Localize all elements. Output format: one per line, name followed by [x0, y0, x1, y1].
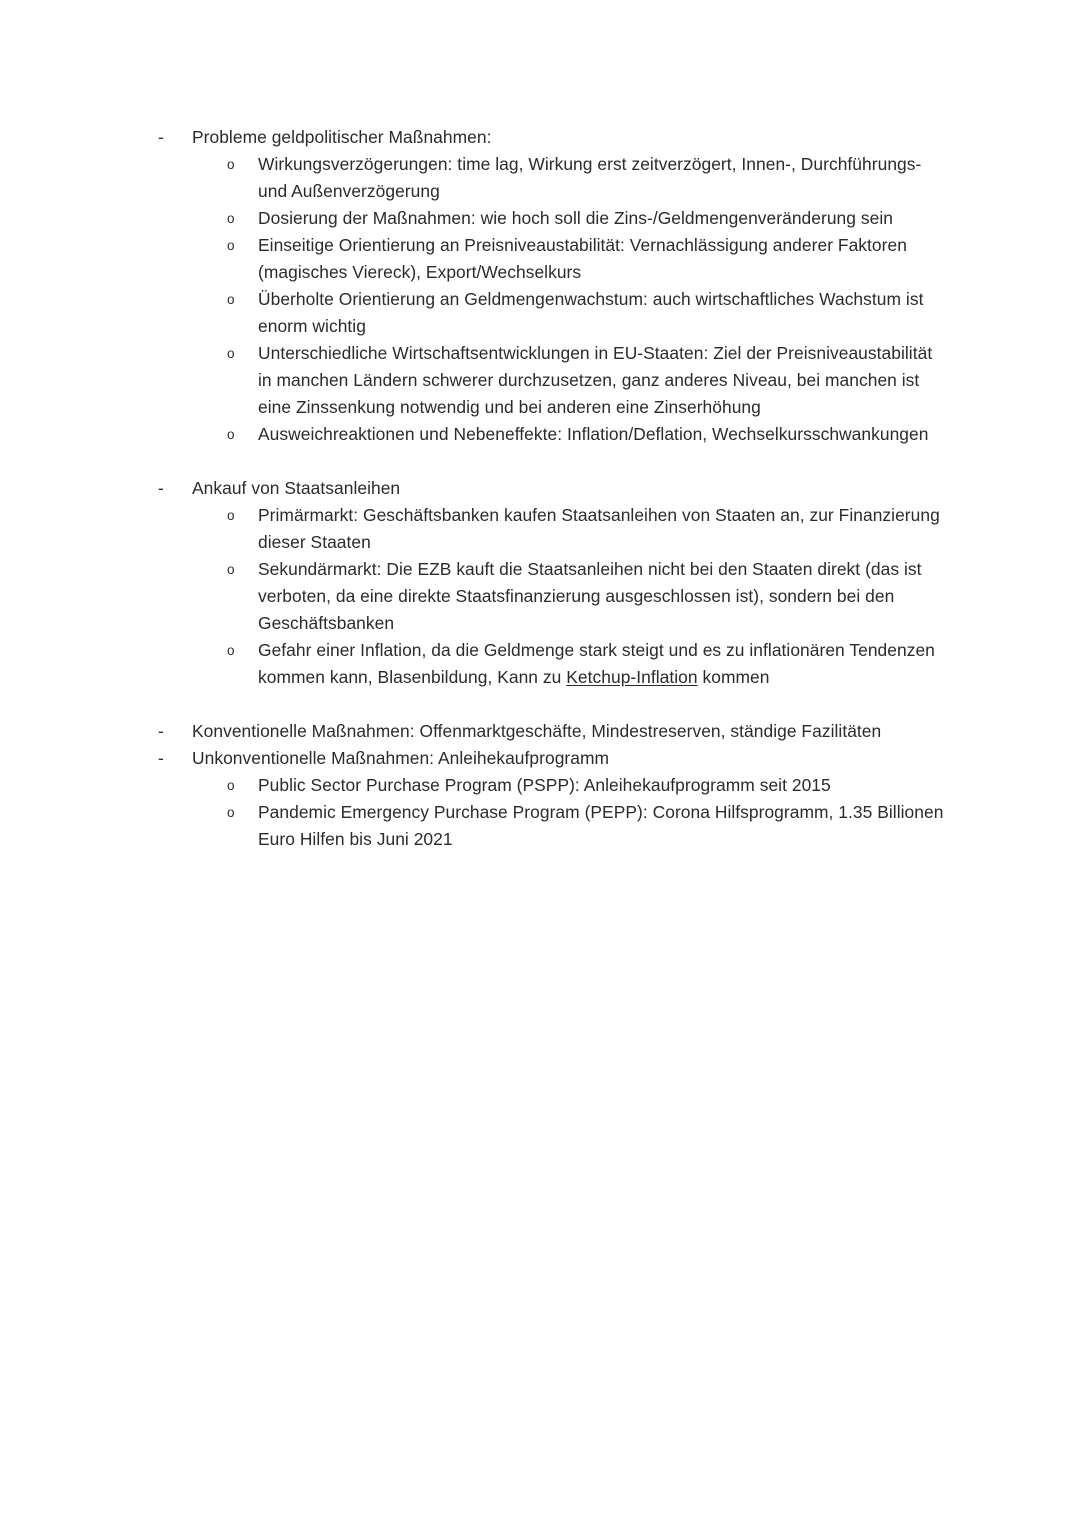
outline-section — [155, 718, 949, 853]
bullet-text: Primärmarkt: Geschäftsbanken kaufen Staatsanleihen von Staaten an, zur Finanzierung dieser Staaten — [258, 505, 945, 552]
bullet-text: Dosierung der Maßnahmen: wie hoch soll die Zins-/Geldmengenveränderung sein — [258, 208, 893, 228]
bullet-text: Unterschiedliche Wirtschaftsentwicklungen in EU-Staaten: Ziel der Preisniveaustabilität in manchen Ländern schwerer durchzusetzen, ganz anderes Niveau, bei manchen ist eine Zinssenkung notwendig und bei anderen eine Zinserhöhung — [258, 343, 938, 417]
bullet-text-prefix: Gefahr einer Inflation, da die Geldmenge stark steigt und es zu inflationären Tendenzen kommen kann, Blasenbildung, Kann zu — [258, 640, 940, 687]
bullet-item-level2 — [155, 799, 949, 853]
circle-bullet-icon: o — [227, 211, 235, 226]
bullet-text: Wirkungsverzögerungen: time lag, Wirkung erst zeitverzögert, Innen-, Durchführungs- und Außenverzögerung — [258, 154, 927, 201]
bullet-item-level2 — [155, 637, 945, 691]
circle-bullet-icon: o — [227, 643, 235, 658]
bullet-item-level2 — [155, 556, 945, 637]
bullet-item-level1 — [155, 475, 945, 502]
circle-bullet-icon: o — [227, 562, 235, 577]
document-body — [155, 124, 949, 853]
circle-bullet-icon: o — [227, 292, 235, 307]
bullet-text: Pandemic Emergency Purchase Program (PEPP): Corona Hilfsprogramm, 1.35 Billionen Euro Hilfen bis Juni 2021 — [258, 802, 949, 849]
bullet-text-suffix: kommen — [697, 667, 770, 687]
bullet-text: Einseitige Orientierung an Preisniveaustabilität: Vernachlässigung anderer Faktoren (magisches Viereck), Export/Wechselkurs — [258, 235, 912, 282]
outline-section — [155, 475, 945, 691]
bullet-text: Konventionelle Maßnahmen: Offenmarktgeschäfte, Mindestreserven, ständige Fazilitäten — [192, 721, 882, 741]
bullet-item-level2 — [155, 772, 945, 799]
bullet-item-level2 — [155, 340, 945, 421]
bullet-text: Sekundärmarkt: Die EZB kauft die Staatsanleihen nicht bei den Staaten direkt (das ist verboten, da eine direkte Staatsfinanzierung ausgeschlossen ist), sondern bei den Geschäftsbanken — [258, 559, 927, 633]
bullet-item-level2 — [155, 502, 945, 556]
bullet-item-level2 — [155, 205, 945, 232]
dash-bullet-icon: - — [158, 478, 164, 498]
bullet-item-level2 — [155, 151, 945, 205]
bullet-text: Überholte Orientierung an Geldmengenwachstum: auch wirtschaftliches Wachstum ist enorm wichtig — [258, 289, 929, 336]
circle-bullet-icon: o — [227, 805, 235, 820]
bullet-text: Unkonventionelle Maßnahmen: Anleihekaufprogramm — [192, 748, 610, 768]
bullet-item-level2 — [155, 421, 945, 448]
dash-bullet-icon: - — [158, 721, 164, 741]
bullet-text: Probleme geldpolitischer Maßnahmen: — [192, 127, 492, 147]
dash-bullet-icon: - — [158, 748, 164, 768]
circle-bullet-icon: o — [227, 508, 235, 523]
bullet-item-level1 — [155, 124, 945, 151]
bullet-text-rich — [258, 637, 945, 691]
bullet-text: Ausweichreaktionen und Nebeneffekte: Inflation/Deflation, Wechselkursschwankungen — [258, 424, 929, 444]
circle-bullet-icon: o — [227, 427, 235, 442]
dash-bullet-icon: - — [158, 127, 164, 147]
bullet-text: Ankauf von Staatsanleihen — [192, 478, 401, 498]
bullet-item-level1 — [155, 745, 945, 772]
bullet-item-level1 — [155, 718, 945, 745]
outline-section — [155, 124, 945, 448]
circle-bullet-icon: o — [227, 157, 235, 172]
bullet-item-level2 — [155, 286, 945, 340]
bullet-item-level2 — [155, 232, 945, 286]
bullet-text: Public Sector Purchase Program (PSPP): Anleihekaufprogramm seit 2015 — [258, 775, 831, 795]
underlined-term: Ketchup-Inflation — [566, 667, 698, 687]
circle-bullet-icon: o — [227, 346, 235, 361]
circle-bullet-icon: o — [227, 238, 235, 253]
circle-bullet-icon: o — [227, 778, 235, 793]
